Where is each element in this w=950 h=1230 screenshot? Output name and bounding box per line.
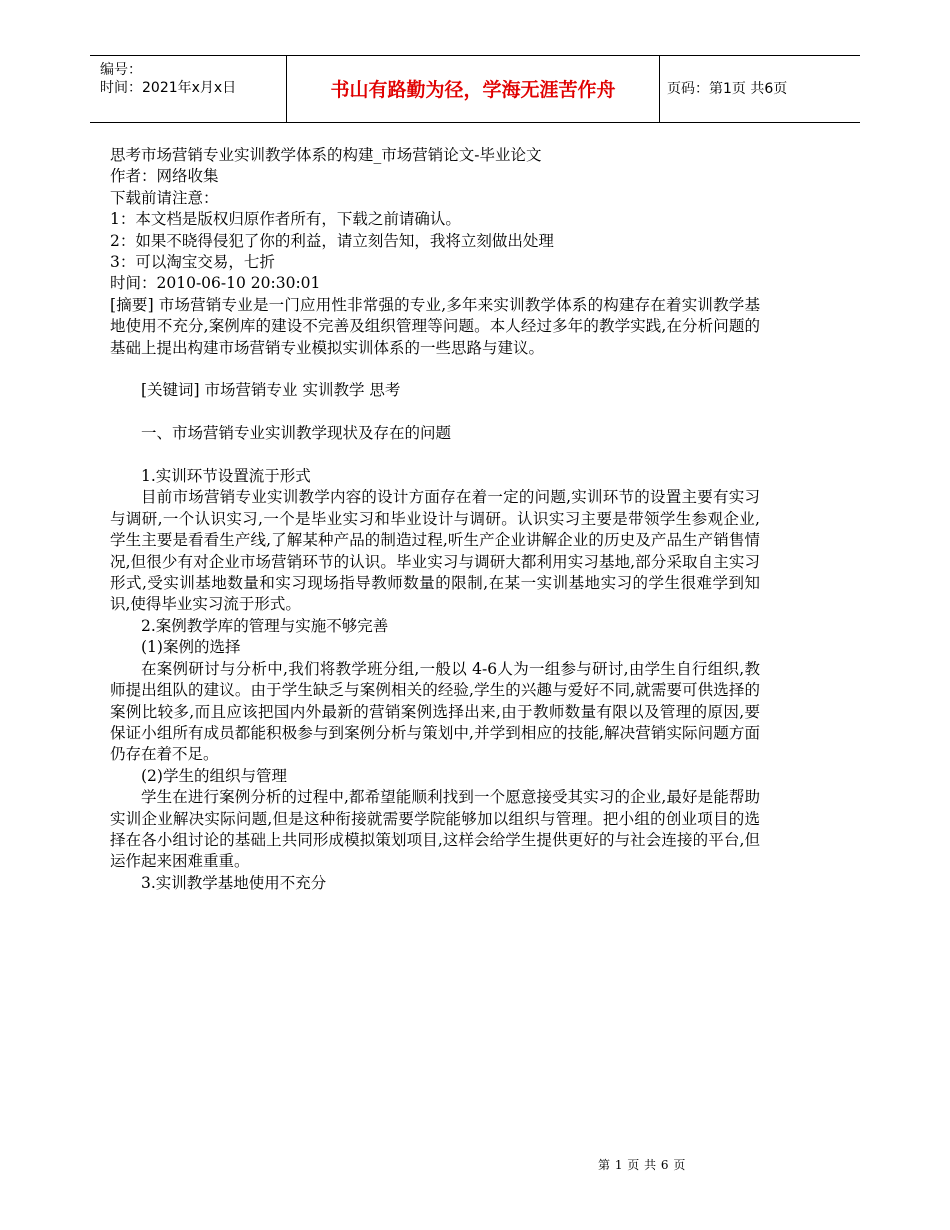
document-author: 作者：网络收集 [110,167,219,186]
notice-item-2: 2：如果不晓得侵犯了你的利益，请立刻告知，我将立刻做出处理 [110,231,554,250]
page-footer: 第 1 页 共 6 页 [598,1158,686,1172]
subheading-1: 1.实训环节设置流于形式 [141,467,311,486]
notice-title: 下载前请注意： [110,188,219,207]
subheading-3: 3.实训教学基地使用不充分 [141,873,327,892]
document-body [110,145,760,894]
body-paragraph-2: 在案例研讨与分析中,我们将教学班分组,一般以 4-6人为一组参与研讨,由学生自行组织,教师提出组队的建议。由于学生缺乏与案例相关的经验,学生的兴趣与爱好不同,就需要可供选择的案例比较多,而且应该把国内外最新的营销案例选择出来,由于教师数量有限以及管理的原因,要保证小组所有成员都能积极参与到案例分析与策划中,并学到相应的技能,解决营销实际问题方面仍存在着不足。 [110,659,760,764]
section-heading-1: 一、市场营销专业实训教学现状及存在的问题 [141,424,452,443]
header-page-info: 页码：第1页 共6页 [667,81,788,97]
body-paragraph-3: 学生在进行案例分析的过程中,都希望能顺利找到一个愿意接受其实习的企业,最好是能帮助实训企业解决实际问题,但是这种衔接就需要学院能够加以组织与管理。把小组的创业项目的选择在各小组讨论的基础上共同形成模拟策划项目,这样会给学生提供更好的与社会连接的平台,但运作起来困难重重。 [110,788,760,871]
notice-item-3: 3：可以淘宝交易，七折 [110,253,275,272]
publish-time: 时间：2010-06-10 20:30:01 [110,274,321,293]
document-number-label: 编号： [100,62,142,78]
abstract-paragraph: [摘要] 市场营销专业是一门应用性非常强的专业,多年来实训教学体系的构建存在着实训教学基地使用不充分,案例库的建设不完善及组织管理等问题。本人经过多年的教学实践,在分析问题的基础上提出构建市场营销专业模拟实训体系的一些思路与建议。 [110,295,760,357]
body-paragraph-1: 目前市场营销专业实训教学内容的设计方面存在着一定的问题,实训环节的设置主要有实习与调研,一个认识实习,一个是毕业实习和毕业设计与调研。认识实习主要是带领学生参观企业,学生主要是看看生产线,了解某种产品的制造过程,听生产企业讲解企业的历史及产品生产销售情况,但很少有对企业市场营销环节的认识。毕业实习与调研大都利用实习基地,部分采取自主实习形式,受实训基地数量和实习现场指导教师数量的限制,在某一实训基地实习的学生很难学到知识,使得毕业实习流于形式。 [110,488,760,614]
keywords-line: [关键词] 市场营销专业 实训教学 思考 [141,381,401,400]
header-meta-cell [90,56,286,122]
subheading-2b: (2)学生的组织与管理 [141,766,287,785]
header-motto-cell [286,56,660,122]
subheading-2a: (1)案例的选择 [141,638,241,657]
header-page-cell [659,56,859,122]
notice-item-1: 1：本文档是版权归原作者所有，下载之前请确认。 [110,210,461,229]
header-motto: 书山有路勤为径，学海无涯苦作舟 [330,79,616,101]
document-date-label: 时间：2021年x月x日 [100,80,237,96]
document-title: 思考市场营销专业实训教学体系的构建_市场营销论文-毕业论文 [110,146,542,164]
page-header [90,55,860,123]
subheading-2: 2.案例教学库的管理与实施不够完善 [141,616,389,635]
